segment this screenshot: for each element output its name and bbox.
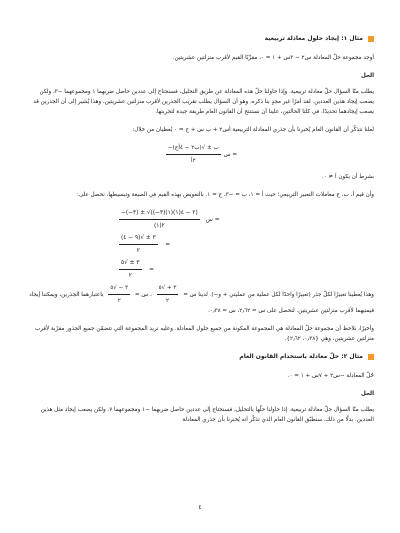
equals-sign: = [149,266,154,273]
step-3-denominator: ٢ [128,273,132,279]
root-1-denominator: ٢ [166,298,170,304]
example-2-title: مثال ٢: حلّ معادلة باستخدام القانون العام [239,353,363,360]
example-1-heading [26,34,374,44]
substitution-steps [116,208,374,281]
step-1 [116,208,374,231]
example-1-paragraph-5: وأخيرًا، نلاحظ أن مجموعة حلّ المعادلة هي المجموعة المكونة من جميع حلول المعادلة. وعليه نريد المجموعة التي تتضمّن جميع الجذور مقرّبة لأقرب منزلتين عشريتين، وهي {٠٫٣٨، ٢٫٦٢}. [34,326,374,342]
orange-square-bullet-icon [368,36,374,42]
root-2 [108,283,130,306]
step-1-numerator: −(−٣) ± √((−٣)٢ − ٤(١)(١)) [119,208,200,220]
equals-sign: = [165,241,171,248]
root-1 [157,283,179,306]
step-1-denominator: ٢(١) [153,223,165,229]
condition-text: بشرط أن يكون أ ≠ ٠. [321,174,374,180]
step-2 [116,233,374,256]
example-1-paragraph-3: وأن قيم أ، ب، ج معاملات التعبير التربيعي؛ حيث أ = ١، ب = −٣، ج = ١. بالتعويض بهذه القيم في الصيغة وتبسيطها، نحصل على: [77,192,374,198]
paragraph-4-start: وهذا يُعطينا تعبيرًا لكلّ جذر (تعبيرًا واحدًا لكل عملية من عمليتي + و−). لدينا س = [183,292,374,298]
example-1-paragraph-1: يطلب منّا السؤال حلّ معادلة تربيعية. وإذا حاولنا حلّ هذه المعادلة عن طريق التحليل، فسنحتاج إلى عددين حاصل ضربهما ١ ومجموعهما −٣، ولكن يصعب إيجاد هذين العددين. لقد أمرًا غير مجدٍ بنا ذكره، وهو أن السؤال يطلب تقريب الجذرين لأقرب منزلتين عشريتين، وهذا يُشير إلى أن الجذرين قد يصعب إيجادهما تحديدًا. في كلتا الحالتين، علينا أن نستنتج أن القانون العام طريقة جيدة لتجربتها. [33,89,374,115]
example-1-solution-label: الحل [360,73,374,79]
step-3 [116,258,374,281]
example-2-question: حُلّ المعادلة −س٢ + ٧س + ١ = ٠. [287,373,374,379]
root-2-denominator: ٢ [117,298,121,304]
step-1-lhs: س = [205,216,220,223]
example-1-question: أوجد مجموعة حلّ المعادلة س٢ − ٣س + ١ = ٠، مقرِّبًا القيم لأقرب منزلتين عشريتين. [172,55,374,61]
step-2-denominator: ٢ [136,248,140,254]
orange-square-bullet-icon [368,354,374,360]
paragraph-4-end: باعتبارهما الجذرين، ويمكننا إيجاد قيمتيهما لأقرب منزلتين عشريتين. لنحصل على س ≈ ٢٫٦٢، س ≈ ٠٫٣٨. [29,292,374,314]
formula-lhs: س = [223,151,238,158]
formula-numerator: −ب ± √(ب٢ − ٤أج) [166,143,221,155]
example-2-solution-label: الحل [360,391,374,397]
example-1-title: مثال ١: إيجاد حلول معادلة تربيعية [264,35,363,42]
or-text: ، س = [134,292,152,298]
quadratic-formula [26,143,374,166]
page-number: ٤ [198,504,202,511]
example-1-paragraph-2: لعلنا نتذكّر أن القانون العام يُخبرنا بأن جذري المعادلة التربيعية أس٢ + ب س + ج = ٠ يُعطيان من خلال: [132,127,374,133]
step-2-numerator: ٣ ± √(٩ − ٤) [119,233,158,245]
root-1-numerator: ٣ + √٥ [157,283,179,295]
example-2-heading [26,352,374,362]
root-2-numerator: ٣ − √٥ [108,283,130,295]
example-2-paragraph-1: يطلب منّا السؤال حلّ معادلة تربيعية. إذا حاولنا حلّها بالتحليل، فسنحتاج إلى عددين حاصل ضربهما −١ ومجموعهما ٧. ولكن يصعب إيجاد مثل هذين العددين. بدلًا من ذلك، سنطبّق القانون العام الذي تذكّر أنه يُخبرنا بأن جذري المعادلة [40,407,374,423]
formula-denominator: ٢أ [191,158,196,164]
step-3-numerator: ٣ ± √٥ [119,258,142,270]
example-1-paragraph-4 [26,283,374,316]
